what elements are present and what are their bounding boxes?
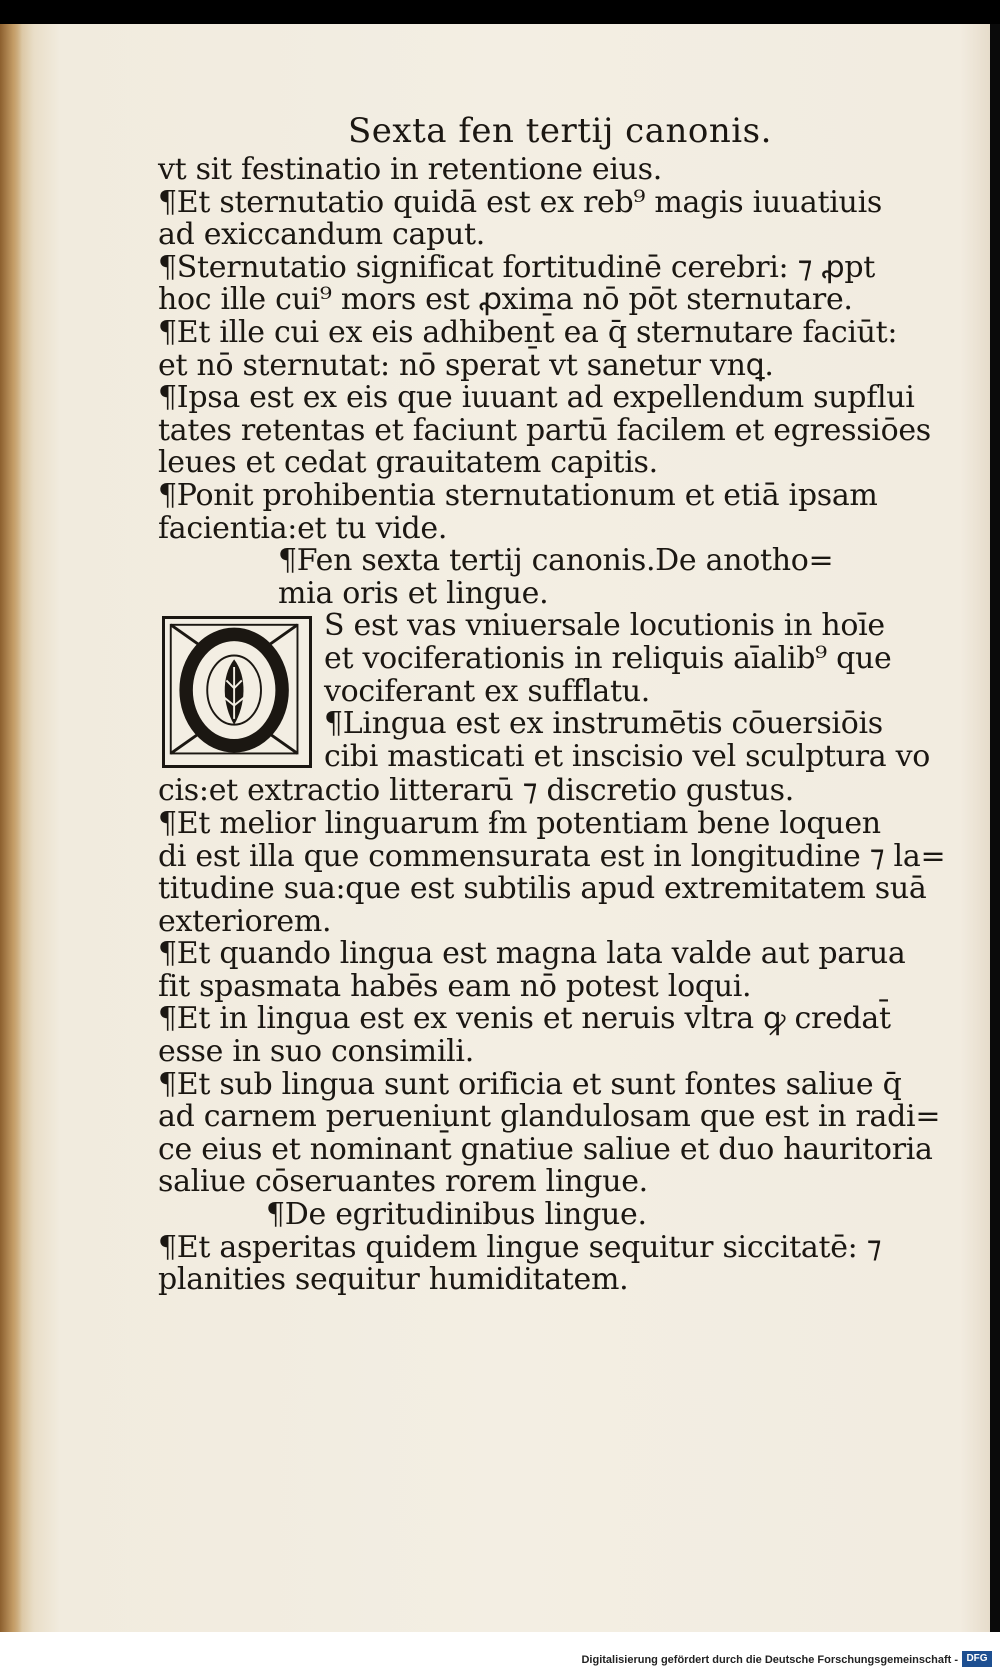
text-line: esse in suo consimili. <box>158 1034 474 1070</box>
text-line: ¶Ipsa est ex eis que iuuant ad expellendum supflui <box>158 380 915 416</box>
section-heading <box>158 545 948 610</box>
text-line: ad exiccandum caput. <box>158 217 486 253</box>
book-page <box>0 24 990 1632</box>
text-line: ¶Et in lingua est ex venis et neruis vltra ꝙ credat̄ <box>158 1001 891 1037</box>
text-line: planities sequitur humiditatem. <box>158 1262 629 1298</box>
paragraph-group-middle <box>158 775 948 1199</box>
text-line: ¶Ponit prohibentia sternutationum et etiā ipsam <box>158 477 878 513</box>
page-text-block <box>158 112 948 1297</box>
paragraph-group-top <box>158 154 948 545</box>
text-line: facientia:et tu vide. <box>158 510 448 546</box>
text-line: et vociferationis in reliquis aīalib⁹ que <box>324 640 892 676</box>
running-head: Sexta fen tertij canonis. <box>348 111 772 151</box>
text-line: cis:et extractio litterarū ⁊ discretio gustus. <box>158 773 794 809</box>
digitization-credit: Digitalisierung gefördert durch die Deutsche Forschungsgemeinschaft - <box>581 1654 958 1666</box>
initial-letter-o-icon <box>165 619 309 765</box>
text-line: ¶Et asperitas quidem lingue sequitur siccitatē: ⁊ <box>158 1229 882 1265</box>
text-line: ¶Sternutatio significat fortitudinē cerebri: ⁊ ꝓpt <box>158 249 876 285</box>
text-line: S est vas vniuersale locutionis in hoīe <box>324 608 885 644</box>
text-line: ¶Et sternutatio quidā est ex reb⁹ magis iuuatiuis <box>158 184 882 220</box>
text-line: leues et cedat grauitatem capitis. <box>158 445 658 481</box>
text-line: ce eius et nominant̄ gnatiue saliue et duo hauritoria <box>158 1131 933 1167</box>
text-line: et nō sternutat: nō sperat̄ vt sanetur vnꝗ. <box>158 347 774 383</box>
decorated-initial-o <box>162 616 312 768</box>
text-line: fit spasmata habēs eam nō potest loqui. <box>158 968 752 1004</box>
text-line: titudine sua:que est subtilis apud extremitatem suā <box>158 871 927 907</box>
text-line: ¶Et quando lingua est magna lata valde aut parua <box>158 936 906 972</box>
text-line: exteriorem. <box>158 903 332 939</box>
page-binding-edge <box>0 24 22 1632</box>
scan-area <box>0 24 1000 1632</box>
text-line: hoc ille cui⁹ mors est ꝓxima nō pōt sternutare. <box>158 282 853 318</box>
text-line: saliue cōseruantes rorem lingue. <box>158 1164 648 1200</box>
paragraph-group-bottom <box>158 1229 948 1298</box>
section-heading-line: mia oris et lingue. <box>278 575 549 611</box>
text-line: vociferant ex sufflatu. <box>324 673 651 709</box>
text-line: cibi masticati et inscisio vel sculptura vo <box>324 738 931 774</box>
text-line: ¶Et sub lingua sunt orificia et sunt fontes saliue q̄ <box>158 1066 902 1102</box>
text-line: tates retentas et faciunt partū facilem et egressiōes <box>158 412 931 448</box>
dfg-logo: DFG <box>962 1651 992 1667</box>
text-line: di est illa que commensurata est in longitudine ⁊ la= <box>158 838 946 874</box>
initial-paragraph <box>158 610 948 775</box>
section-heading-line: ¶Fen sexta tertij canonis.De anotho= <box>278 543 834 579</box>
initial-paragraph-text <box>324 610 930 773</box>
text-line: ¶Et melior linguarum ẜm potentiam bene loquen <box>158 805 881 841</box>
text-line: ad carnem perueniunt glandulosam que est in radi= <box>158 1099 941 1135</box>
text-line: ¶Et ille cui ex eis adhibent̄ ea q̄ sternutare faciūt: <box>158 314 898 350</box>
text-line: ¶Lingua est ex instrumētis cōuersiōis <box>324 706 883 742</box>
footer-bar <box>0 1632 1000 1672</box>
top-border <box>0 0 1000 24</box>
text-line: vt sit festinatio in retentione eius. <box>158 152 662 187</box>
subheading: ¶De egritudinibus lingue. <box>266 1197 647 1233</box>
